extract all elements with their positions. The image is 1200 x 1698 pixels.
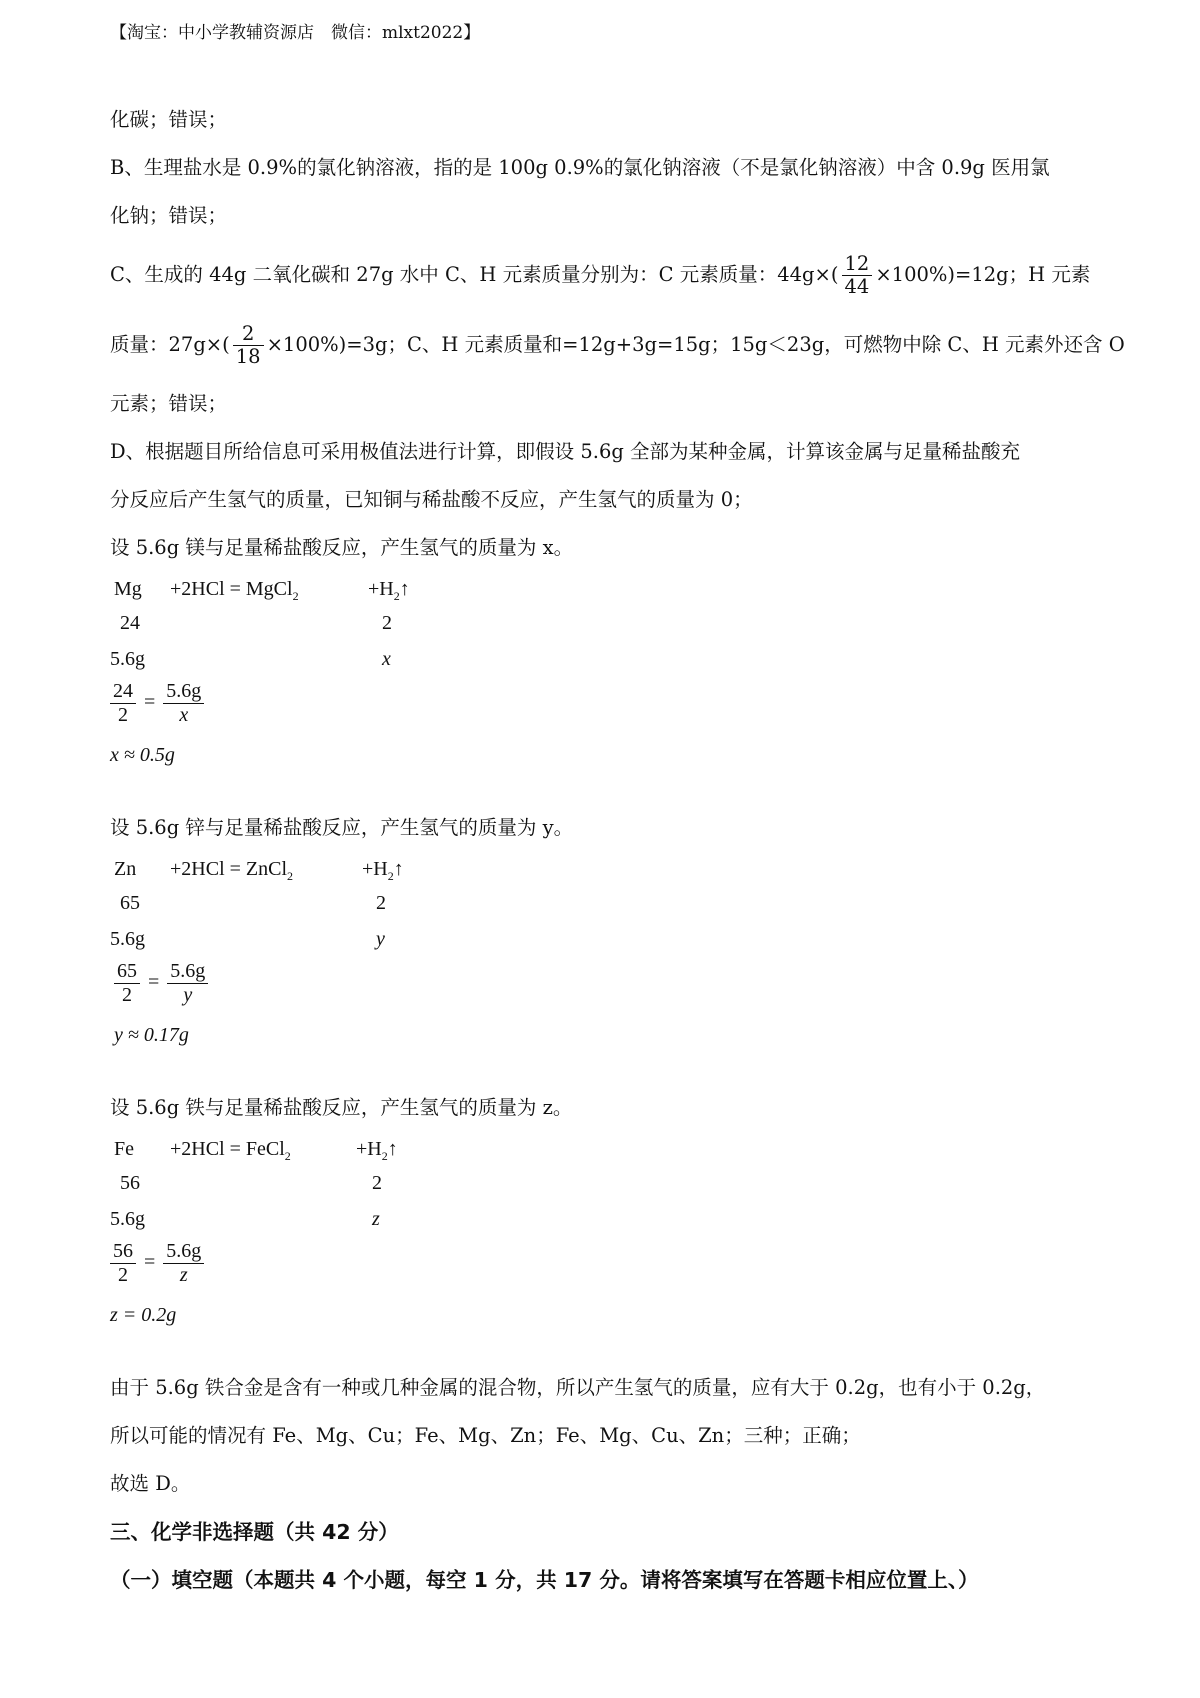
text-line: 分反应后产生氢气的质量，已知铜与稀盐酸不反应，产生氢气的质量为 0； <box>110 488 753 511</box>
ratio-equation: $\frac{56}{2}$ = $\frac{5.6g}{z}$ <box>110 1240 207 1274</box>
equation-row <box>110 642 510 676</box>
reaction-middle: +2HCl = ZnCl$_2$ <box>170 858 294 883</box>
hydrogen-mass: 2 <box>372 1172 382 1194</box>
result: y ≈ 0.17g <box>114 1024 189 1046</box>
unknown-variable: x <box>382 648 391 670</box>
text-line: D、根据题目所给信息可采用极值法进行计算，即假设 5.6g 全部为某种金属，计算该金属与足量稀盐酸充 <box>110 440 1021 463</box>
given-mass: 5.6g <box>110 928 145 950</box>
page-header: 【淘宝：中小学教辅资源店 微信：mlxt2022】 <box>110 23 481 43</box>
fraction: $\frac{5.6g}{x}$ <box>163 680 204 727</box>
fraction: $\frac{65}{2}$ <box>114 960 140 1007</box>
molar-mass: 56 <box>120 1172 140 1194</box>
equation-row <box>110 1202 510 1236</box>
mg-equation-block <box>110 572 1110 804</box>
fraction: $\frac{56}{2}$ <box>110 1240 136 1287</box>
fraction-denominator: 18 <box>235 345 261 368</box>
metal-symbol: Mg <box>114 578 142 600</box>
text-line: 化碳；错误； <box>110 108 228 131</box>
document-body <box>110 96 1125 1604</box>
text-line: 设 5.6g 锌与足量稀盐酸反应，产生氢气的质量为 y。 <box>110 816 574 839</box>
ratio-equation: $\frac{24}{2}$ = $\frac{5.6g}{x}$ <box>110 680 207 714</box>
fraction-denominator: 44 <box>844 275 870 298</box>
equation-row <box>110 572 510 606</box>
fraction: $\frac{24}{2}$ <box>110 680 136 727</box>
text-line: 设 5.6g 铁与足量稀盐酸反应，产生氢气的质量为 z。 <box>110 1096 573 1119</box>
molar-mass: 24 <box>120 612 140 634</box>
text-fragment: C、生成的 44g 二氧化碳和 27g 水中 C、H 元素质量分别为：C 元素质量：44g×( <box>110 263 839 286</box>
ratio-equation: $\frac{65}{2}$ = $\frac{5.6g}{y}$ <box>110 960 211 994</box>
given-mass: 5.6g <box>110 1208 145 1230</box>
text-line: B、生理盐水是 0.9%的氯化钠溶液，指的是 100g 0.9%的氯化钠溶液（不是氯化钠溶液）中含 0.9g 医用氯 <box>110 156 1050 179</box>
given-mass: 5.6g <box>110 648 145 670</box>
hydrogen-product: $+H_2↑$ <box>362 858 404 883</box>
fe-equation-block <box>110 1132 1110 1364</box>
text-line: 由于 5.6g 铁合金是含有一种或几种金属的混合物，所以产生氢气的质量，应有大于 0.2g，也有小于 0.2g， <box>110 1376 1046 1399</box>
metal-symbol: Fe <box>114 1138 134 1160</box>
answer-line: 故选 D。 <box>110 1472 191 1495</box>
h-element-mass-line <box>110 310 1125 380</box>
reaction-middle: +2HCl = FeCl$_2$ <box>170 1138 291 1163</box>
hydrogen-mass: 2 <box>376 892 386 914</box>
text-line: 化钠；错误； <box>110 204 228 227</box>
fraction <box>233 323 264 369</box>
equation-row <box>110 852 510 886</box>
fraction: $\frac{5.6g}{z}$ <box>163 1240 204 1287</box>
equation-row <box>110 1166 510 1200</box>
c-element-mass-line <box>110 240 1110 310</box>
fraction-numerator: 2 <box>233 323 264 346</box>
text-fragment: ×100%)=3g；C、H 元素质量和=12g+3g=15g；15g＜23g，可燃物中除 C、H 元素外还含 O <box>266 333 1125 356</box>
equation-row <box>110 886 510 920</box>
molar-mass: 65 <box>120 892 140 914</box>
text-line: 设 5.6g 镁与足量稀盐酸反应，产生氢气的质量为 x。 <box>110 536 574 559</box>
equation-row <box>110 606 510 640</box>
text-line: 所以可能的情况有 Fe、Mg、Cu；Fe、Mg、Zn；Fe、Mg、Cu、Zn；三种；正确； <box>110 1424 861 1447</box>
result: x ≈ 0.5g <box>110 744 175 766</box>
unknown-variable: y <box>376 928 385 950</box>
zn-equation-block <box>110 852 1110 1084</box>
equation-row <box>110 922 510 956</box>
fraction-numerator: 12 <box>842 253 873 276</box>
fraction: $\frac{5.6g}{y}$ <box>167 960 208 1007</box>
text-line: 元素；错误； <box>110 392 228 415</box>
reaction-middle: +2HCl = MgCl$_2$ <box>170 578 299 603</box>
text-fragment: 质量：27g×( <box>110 333 230 356</box>
metal-symbol: Zn <box>114 858 137 880</box>
subsection-heading: （一）填空题（本题共 4 个小题，每空 1 分，共 17 分。请将答案填写在答题卡相应位置上、） <box>110 1568 979 1592</box>
hydrogen-product: $+H_2↑$ <box>356 1138 398 1163</box>
unknown-variable: z <box>372 1208 380 1230</box>
text-fragment: ×100%)=12g；H 元素 <box>875 263 1091 286</box>
equation-row <box>110 1132 510 1166</box>
hydrogen-product: $+H_2↑$ <box>368 578 410 603</box>
result: z = 0.2g <box>110 1304 177 1326</box>
section-heading: 三、化学非选择题（共 42 分） <box>110 1520 399 1544</box>
fraction <box>842 253 873 299</box>
hydrogen-mass: 2 <box>382 612 392 634</box>
